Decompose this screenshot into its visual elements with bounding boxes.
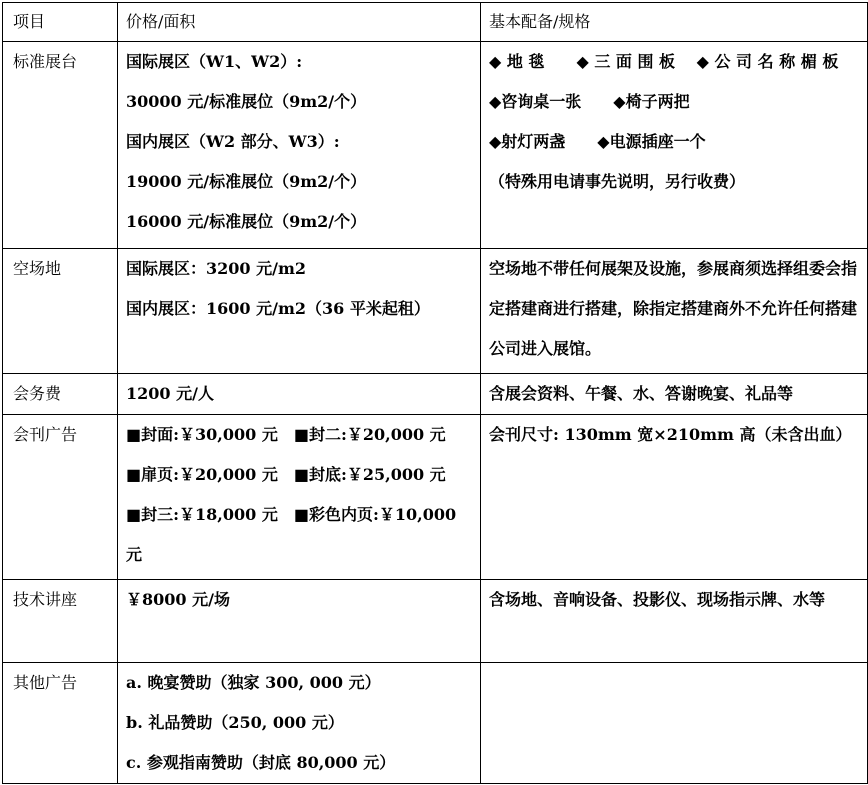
spec-line: ◆咨询桌一张 ◆椅子两把 bbox=[489, 92, 690, 111]
price-line: 国际展区：3200 元/m2 bbox=[126, 259, 307, 278]
table-row-standard-booth bbox=[3, 42, 868, 249]
price-cell: 1200 元/人 bbox=[118, 374, 481, 415]
category-cell: 会刊广告 bbox=[3, 415, 118, 580]
price-line: ■扉页:￥20,000 元 ■封底:￥25,000 元 bbox=[126, 465, 446, 484]
price-line: ■封三:￥18,000 元 ■彩色内页:￥10,000 bbox=[126, 505, 457, 524]
category-cell: 空场地 bbox=[3, 249, 118, 374]
price-line: 19000 元/标准展位（9m2/个） bbox=[126, 172, 367, 191]
price-cell: ￥8000 元/场 bbox=[118, 580, 481, 663]
price-line: 国内展区：1600 元/m2（36 平米起租） bbox=[126, 299, 430, 318]
price-cell bbox=[118, 42, 481, 249]
spec-cell bbox=[481, 580, 868, 663]
price-cell bbox=[118, 249, 481, 374]
price-line: b. 礼品赞助（250, 000 元） bbox=[126, 713, 344, 732]
table-row-open-space bbox=[3, 249, 868, 374]
spec-cell: 会刊尺寸: 130mm 宽×210mm 高（未含出血） bbox=[481, 415, 868, 580]
category-cell: 其他广告 bbox=[3, 663, 118, 784]
table-header-row bbox=[3, 3, 868, 42]
table-row-other-ads bbox=[3, 663, 868, 784]
price-line: ■封面:￥30,000 元 ■封二:￥20,000 元 bbox=[126, 425, 446, 444]
price-cell bbox=[118, 415, 481, 580]
category-cell: 会务费 bbox=[3, 374, 118, 415]
table-row-conference-fee bbox=[3, 374, 868, 415]
category-cell: 标准展台 bbox=[3, 42, 118, 249]
header-item: 项目 bbox=[3, 3, 118, 42]
spec-cell bbox=[481, 663, 868, 784]
price-line: 国际展区（W1、W2）: bbox=[126, 52, 303, 71]
price-line: a. 晚宴赞助（独家 300, 000 元） bbox=[126, 673, 381, 692]
price-cell bbox=[118, 663, 481, 784]
price-line: 16000 元/标准展位（9m2/个） bbox=[126, 212, 367, 231]
price-line: 30000 元/标准展位（9m2/个） bbox=[126, 92, 367, 111]
category-cell: 技术讲座 bbox=[3, 580, 118, 663]
table-row-tech-lecture bbox=[3, 580, 868, 663]
spec-line: （特殊用电请事先说明，另行收费） bbox=[489, 172, 746, 191]
table-row-catalog-ads bbox=[3, 415, 868, 580]
header-spec: 基本配备/规格 bbox=[481, 3, 868, 42]
spec-line: ◆射灯两盏 ◆电源插座一个 bbox=[489, 132, 706, 151]
spec-line: ◆ 地 毯 ◆ 三 面 围 板 ◆ 公 司 名 称 楣 板 bbox=[489, 52, 839, 71]
pricing-table bbox=[2, 2, 868, 784]
spec-cell bbox=[481, 42, 868, 249]
spec-text: 含场地、音响设备、投影仪、现场指示牌、水等 bbox=[489, 590, 826, 609]
header-price: 价格/面积 bbox=[118, 3, 481, 42]
spec-cell: 含展会资料、午餐、水、答谢晚宴、礼品等 bbox=[481, 374, 868, 415]
spec-text: 空场地不带任何展架及设施，参展商须选择组委会指定搭建商进行搭建，除指定搭建商外不允许任何搭建公司进入展馆。 bbox=[489, 259, 858, 358]
price-line: c. 参观指南赞助（封底 80,000 元） bbox=[126, 753, 396, 772]
price-line: 国内展区（W2 部分、W3）: bbox=[126, 132, 340, 151]
price-line: 元 bbox=[126, 545, 143, 564]
spec-cell bbox=[481, 249, 868, 374]
